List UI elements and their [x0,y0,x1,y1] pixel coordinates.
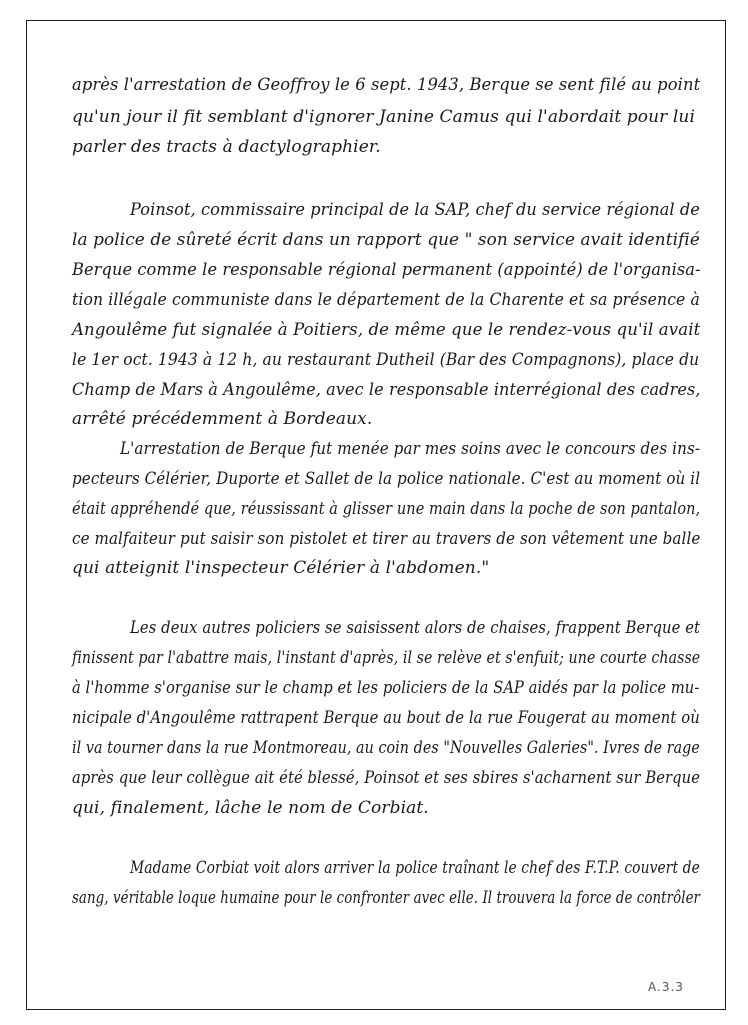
text-line: Angoulême fut signalée à Poitiers, de même que le rendez-vous qu'il avait [72,320,701,340]
text-line: la police de sûreté écrit dans un rapport que " son service avait identifié [72,230,700,250]
text-line: après que leur collègue ait été blessé, Poinsot et ses sbires s'acharnent sur Berque [72,768,701,788]
text-line: Berque comme le responsable régional permanent (appointé) de l'organisa- [72,260,701,280]
text-line: ce malfaiteur put saisir son pistolet et tirer au travers de son vêtement une balle [72,529,701,549]
text-line: le 1er oct. 1943 à 12 h, au restaurant Dutheil (Bar des Compagnons), place du [72,350,700,370]
text-line: qui atteignit l'inspecteur Célérier à l'abdomen." [72,558,490,578]
text-line: Madame Corbiat voit alors arriver la police traînant le chef des F.T.P. couvert de [130,858,700,878]
text-line: il va tourner dans la rue Montmoreau, au coin des "Nouvelles Galeries". Ivres de rage [72,738,700,758]
text-line: nicipale d'Angoulême rattrapent Berque au bout de la rue Fougerat au moment où [72,708,700,728]
text-line: L'arrestation de Berque fut menée par mes soins avec le concours des ins- [120,439,701,459]
text-line: Champ de Mars à Angoulême, avec le responsable interrégional des cadres, [72,380,701,400]
text-line: pecteurs Célérier, Duporte et Sallet de la police nationale. C'est au moment où il [72,469,701,489]
text-line: qu'un jour il fit semblant d'ignorer Janine Camus qui l'abordait pour lui [72,107,696,127]
text-line: Les deux autres policiers se saisissent alors de chaises, frappent Berque et [130,618,701,638]
text-line: qui, finalement, lâche le nom de Corbiat. [72,798,429,818]
text-line: parler des tracts à dactylographier. [72,137,381,157]
text-line: finissent par l'abattre mais, l'instant d'après, il se relève et s'enfuit; une courte chasse [72,648,701,668]
text-line: arrêté précédemment à Bordeaux. [72,409,373,429]
text-line: sang, véritable loque humaine pour le confronter avec elle. Il trouvera la force de contrôler [72,888,701,908]
text-line: Poinsot, commissaire principal de la SAP, chef du service régional de [130,200,700,220]
text-line: tion illégale communiste dans le département de la Charente et sa présence à [72,290,700,310]
text-line: était appréhendé que, réussissant à glisser une main dans la poche de son pantalon, [72,499,701,519]
page-reference: A.3.3 [648,980,684,994]
text-line: après l'arrestation de Geoffroy le 6 sept. 1943, Berque se sent filé au point [72,75,701,95]
text-line: à l'homme s'organise sur le champ et les policiers de la SAP aidés par la police mu- [72,678,700,698]
